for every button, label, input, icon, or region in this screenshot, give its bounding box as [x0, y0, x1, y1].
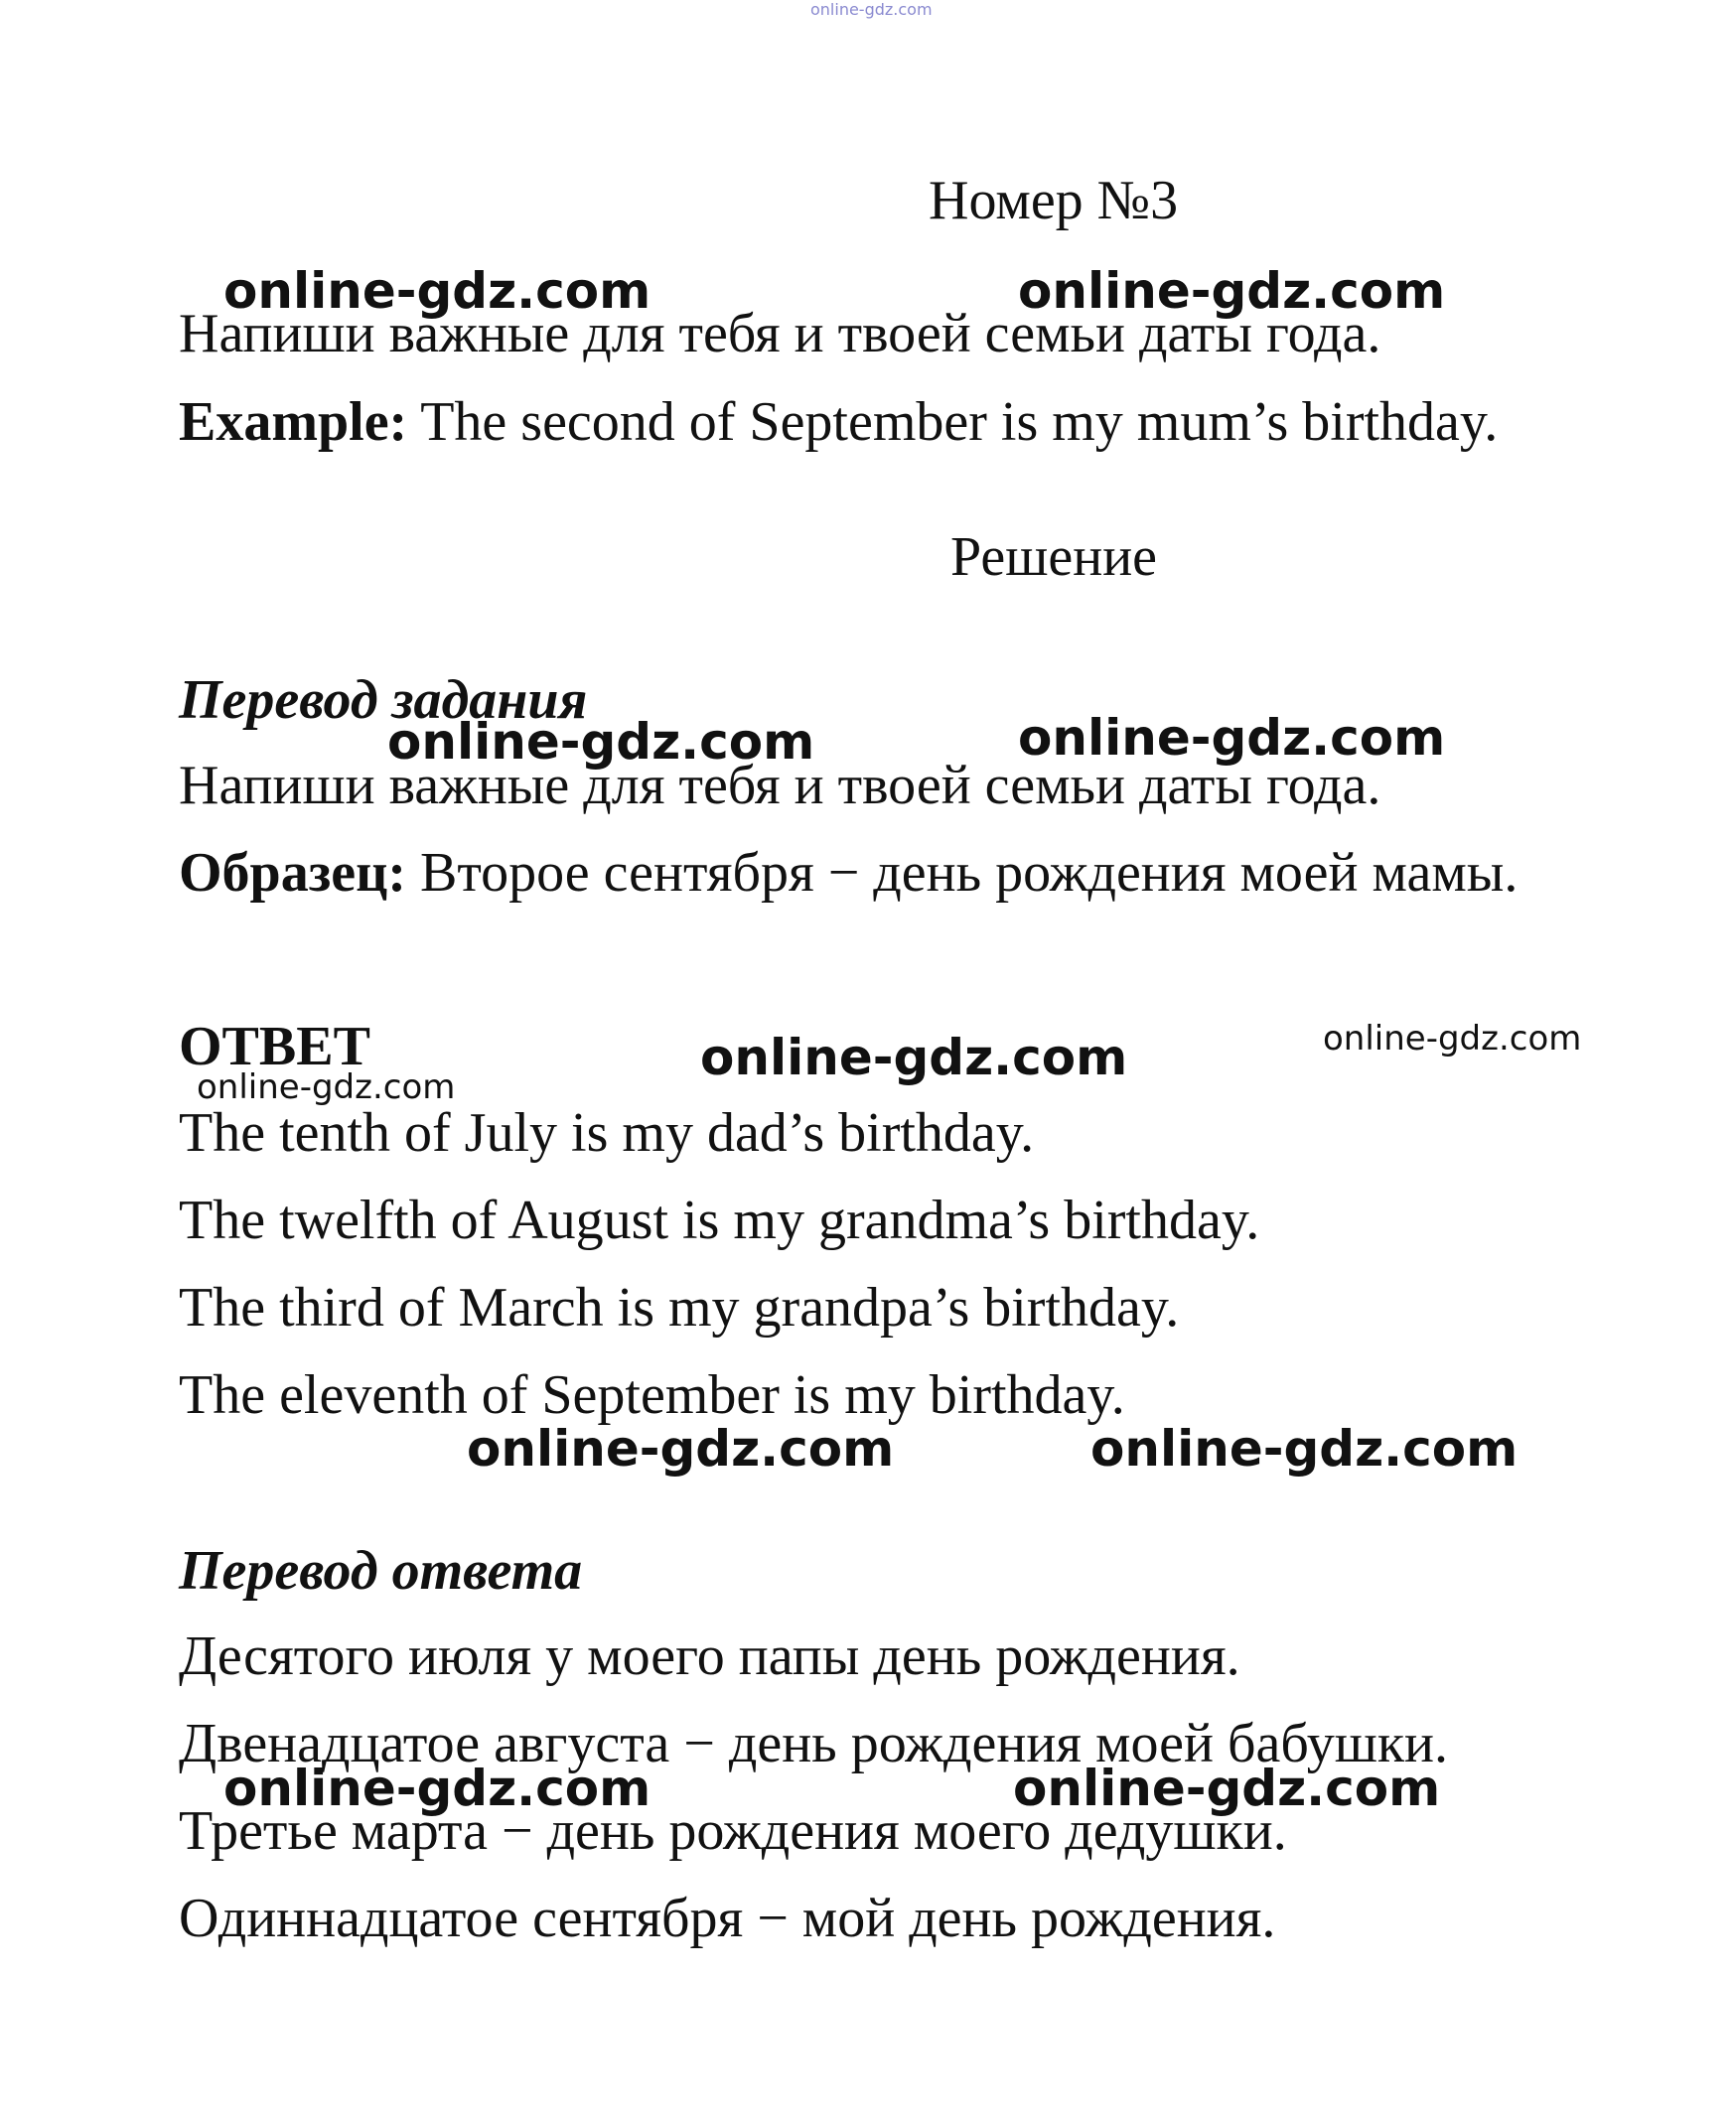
translation-example-label: Образец: [179, 842, 406, 904]
answer-line: The twelfth of August is my grandma’s birthday. [179, 1190, 1260, 1251]
watermark: online-gdz.com [197, 1067, 456, 1107]
answer-heading: ОТВЕТ [179, 1016, 370, 1077]
watermark: online-gdz.com [223, 262, 651, 320]
answer-translation-heading: Перевод ответа [179, 1540, 583, 1602]
answer-line: The tenth of July is my dad’s birthday. [179, 1102, 1035, 1164]
translation-instruction: Напиши важные для тебя и твоей семьи даты года. [179, 755, 1381, 816]
answer-line: The eleventh of September is my birthday. [179, 1364, 1125, 1426]
example-text: The second of September is my mum’s birthday. [407, 391, 1499, 453]
watermark: online-gdz.com [223, 1760, 651, 1817]
watermark: online-gdz.com [1018, 709, 1446, 767]
watermark: online-gdz.com [700, 1029, 1128, 1086]
watermark: online-gdz.com [1018, 262, 1446, 320]
solution-title: Решение [950, 526, 1158, 588]
watermark: online-gdz.com [467, 1420, 895, 1478]
translation-heading: Перевод задания [179, 669, 588, 731]
watermark: online-gdz.com [1090, 1420, 1519, 1478]
top-watermark: online-gdz.com [810, 0, 933, 19]
example-label: Example: [179, 391, 408, 453]
watermark: online-gdz.com [1013, 1760, 1441, 1817]
answer-translation-line: Одиннадцатое сентября − мой день рождения. [179, 1888, 1276, 1949]
answer-translation-line: Двенадцатое августа − день рождения моей бабушки. [179, 1713, 1448, 1774]
watermark: online-gdz.com [387, 713, 815, 771]
task-example [179, 391, 1499, 453]
translation-example-text: Второе сентября − день рождения моей мамы. [405, 842, 1519, 904]
translation-example [179, 842, 1519, 904]
answer-translation-line: Третье марта − день рождения моего дедушки. [179, 1800, 1287, 1862]
task-instruction: Напиши важные для тебя и твоей семьи даты года. [179, 303, 1381, 364]
answer-line: The third of March is my grandpa’s birthday. [179, 1277, 1180, 1339]
answer-translation-line: Десятого июля у моего папы день рождения. [179, 1625, 1240, 1687]
watermark: online-gdz.com [1323, 1019, 1582, 1059]
task-number: Номер №3 [929, 170, 1179, 231]
